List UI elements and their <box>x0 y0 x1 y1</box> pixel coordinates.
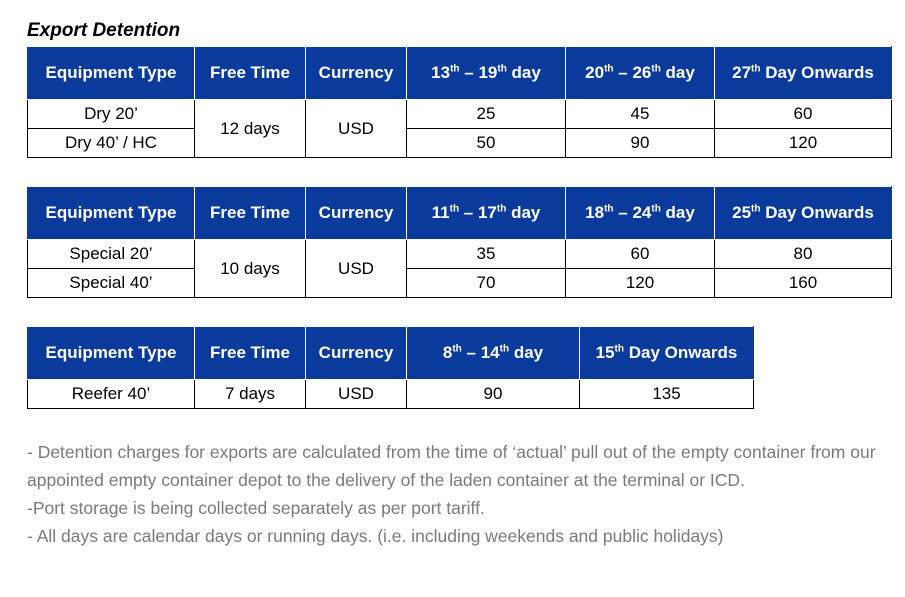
table-header-row <box>28 327 754 380</box>
table-header-row <box>28 187 892 240</box>
note-calendar-days: - All days are calendar days or running days. (i.e. including weekends and public holidays) <box>27 526 724 546</box>
free-time-cell: 7 days <box>195 380 306 409</box>
header-equipment-type: Equipment Type <box>28 187 195 240</box>
header-period-1: 13th – 19th day <box>407 47 566 100</box>
rate-cell: 60 <box>715 100 892 129</box>
header-period-2: 20th – 26th day <box>566 47 715 100</box>
equipment-cell: Reefer 40’ <box>28 380 195 409</box>
rate-cell: 120 <box>566 269 715 298</box>
rate-cell: 35 <box>407 240 566 269</box>
header-period-2: 18th – 24th day <box>566 187 715 240</box>
rate-cell: 25 <box>407 100 566 129</box>
currency-cell: USD <box>306 240 407 298</box>
detention-table-reefer <box>27 326 754 409</box>
header-free-time: Free Time <box>195 187 306 240</box>
notes-section <box>27 438 887 550</box>
header-free-time: Free Time <box>195 47 306 100</box>
equipment-cell: Dry 40’ / HC <box>28 129 195 158</box>
header-currency: Currency <box>306 47 407 100</box>
rate-cell: 135 <box>580 380 754 409</box>
rate-cell: 90 <box>407 380 580 409</box>
section-title: Export Detention <box>27 20 181 41</box>
table-row <box>28 240 892 269</box>
header-onwards: 25th Day Onwards <box>715 187 892 240</box>
rate-cell: 45 <box>566 100 715 129</box>
equipment-cell: Dry 20’ <box>28 100 195 129</box>
currency-cell: USD <box>306 100 407 158</box>
header-equipment-type: Equipment Type <box>28 327 195 380</box>
free-time-cell: 12 days <box>195 100 306 158</box>
table-row <box>28 129 892 158</box>
table-row <box>28 269 892 298</box>
equipment-cell: Special 20’ <box>28 240 195 269</box>
currency-cell: USD <box>306 380 407 409</box>
rate-cell: 160 <box>715 269 892 298</box>
rate-cell: 70 <box>407 269 566 298</box>
rate-cell: 120 <box>715 129 892 158</box>
header-free-time: Free Time <box>195 327 306 380</box>
free-time-cell: 10 days <box>195 240 306 298</box>
detention-table-dry <box>27 46 892 158</box>
header-onwards: 27th Day Onwards <box>715 47 892 100</box>
rate-cell: 90 <box>566 129 715 158</box>
header-period-1: 11th – 17th day <box>407 187 566 240</box>
table-row <box>28 100 892 129</box>
note-port-storage: -Port storage is being collected separately as per port tariff. <box>27 498 485 518</box>
header-currency: Currency <box>306 327 407 380</box>
table-header-row <box>28 47 892 100</box>
rate-cell: 80 <box>715 240 892 269</box>
rate-cell: 60 <box>566 240 715 269</box>
rate-cell: 50 <box>407 129 566 158</box>
header-equipment-type: Equipment Type <box>28 47 195 100</box>
header-onwards: 15th Day Onwards <box>580 327 754 380</box>
note-detention-calculation: - Detention charges for exports are calculated from the time of ‘actual’ pull out of the empty container from our appointed empty container depot to the delivery of the laden container at the terminal or ICD. <box>27 442 876 490</box>
equipment-cell: Special 40’ <box>28 269 195 298</box>
header-period-1: 8th – 14th day <box>407 327 580 380</box>
table-row <box>28 380 754 409</box>
header-currency: Currency <box>306 187 407 240</box>
detention-table-special <box>27 186 892 298</box>
